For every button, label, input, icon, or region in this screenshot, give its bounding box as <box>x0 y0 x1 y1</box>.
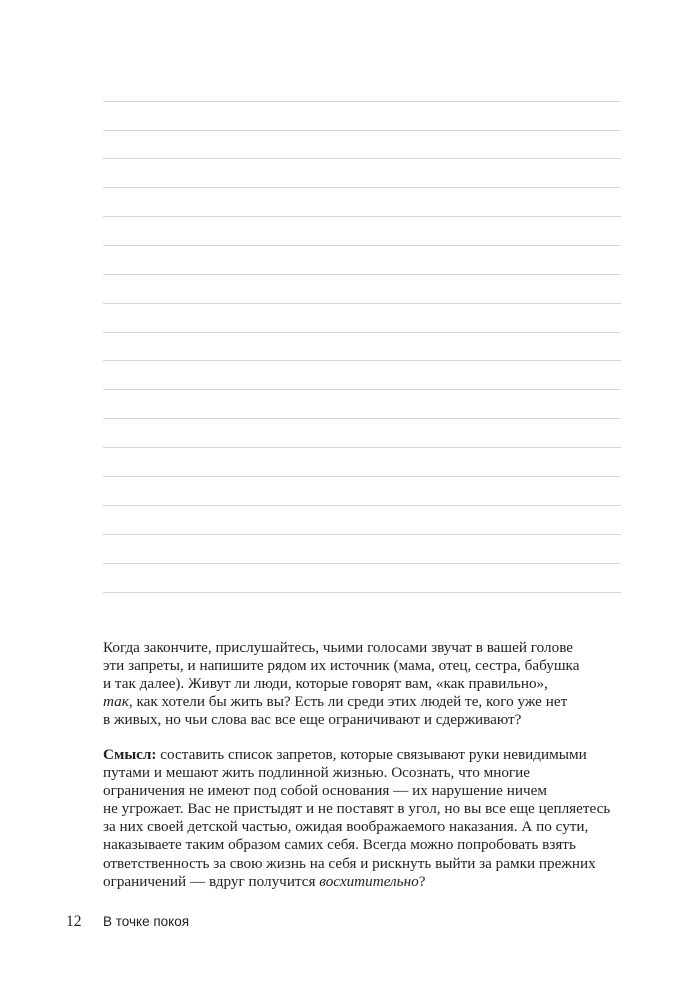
writing-rule <box>103 274 621 275</box>
text-line: ограничений — вдруг получится восхитительно? <box>103 872 426 890</box>
instruction-paragraph <box>103 639 633 729</box>
text-line: ограничения не имеют под собой основания — их нарушение ничем <box>103 782 547 800</box>
text-line: путами и мешают жить подлинной жизнью. Осознать, что многие <box>103 764 531 782</box>
meaning-paragraph <box>103 746 633 891</box>
text-line: так, как хотели бы жить вы? Есть ли среди этих людей те, кого уже нет <box>103 693 568 711</box>
writing-rule <box>103 534 621 535</box>
writing-rule <box>103 332 621 333</box>
text-line: в живых, но чьи слова вас все еще ограничивают и сдерживают? <box>103 711 522 729</box>
writing-rule <box>103 130 621 131</box>
text-line: эти запреты, и напишите рядом их источник (мама, отец, сестра, бабушка <box>103 657 580 675</box>
writing-rule <box>103 245 621 246</box>
writing-rule <box>103 360 621 361</box>
text-line: ответственность за свою жизнь на себя и рискнуть выйти за рамки прежних <box>103 854 596 872</box>
text-line: Смысл: составить список запретов, которые связывают руки невидимыми <box>103 746 587 763</box>
writing-rule <box>103 563 621 564</box>
text-line: не угрожает. Вас не пристыдят и не поставят в угол, но вы все еще цепляетесь <box>103 800 611 818</box>
emphasis-text: так <box>103 693 129 711</box>
writing-rule <box>103 418 621 419</box>
writing-rule <box>103 476 621 477</box>
writing-rule <box>103 447 621 448</box>
text-line: наказываете таким образом самих себя. Всегда можно попробовать взять <box>103 836 576 854</box>
text-line: и так далее). Живут ли люди, которые говорят вам, «как правильно», <box>103 675 548 693</box>
writing-rule <box>103 592 621 593</box>
writing-rule <box>103 101 621 102</box>
writing-rule <box>103 158 621 159</box>
writing-rule <box>103 187 621 188</box>
text-line: Когда закончите, прислушайтесь, чьими голосами звучат в вашей голове <box>103 639 574 656</box>
meaning-label: Смысл: <box>103 746 157 763</box>
writing-rule <box>103 389 621 390</box>
writing-rule <box>103 303 621 304</box>
running-title: В точке покоя <box>103 914 190 929</box>
text-line: за них своей детской частью, ожидая воображаемого наказания. А по сути, <box>103 818 589 836</box>
writing-rule <box>103 216 621 217</box>
writing-rule <box>103 505 621 506</box>
page-number: 12 <box>66 913 82 930</box>
emphasis-text: восхитительно <box>319 872 419 890</box>
